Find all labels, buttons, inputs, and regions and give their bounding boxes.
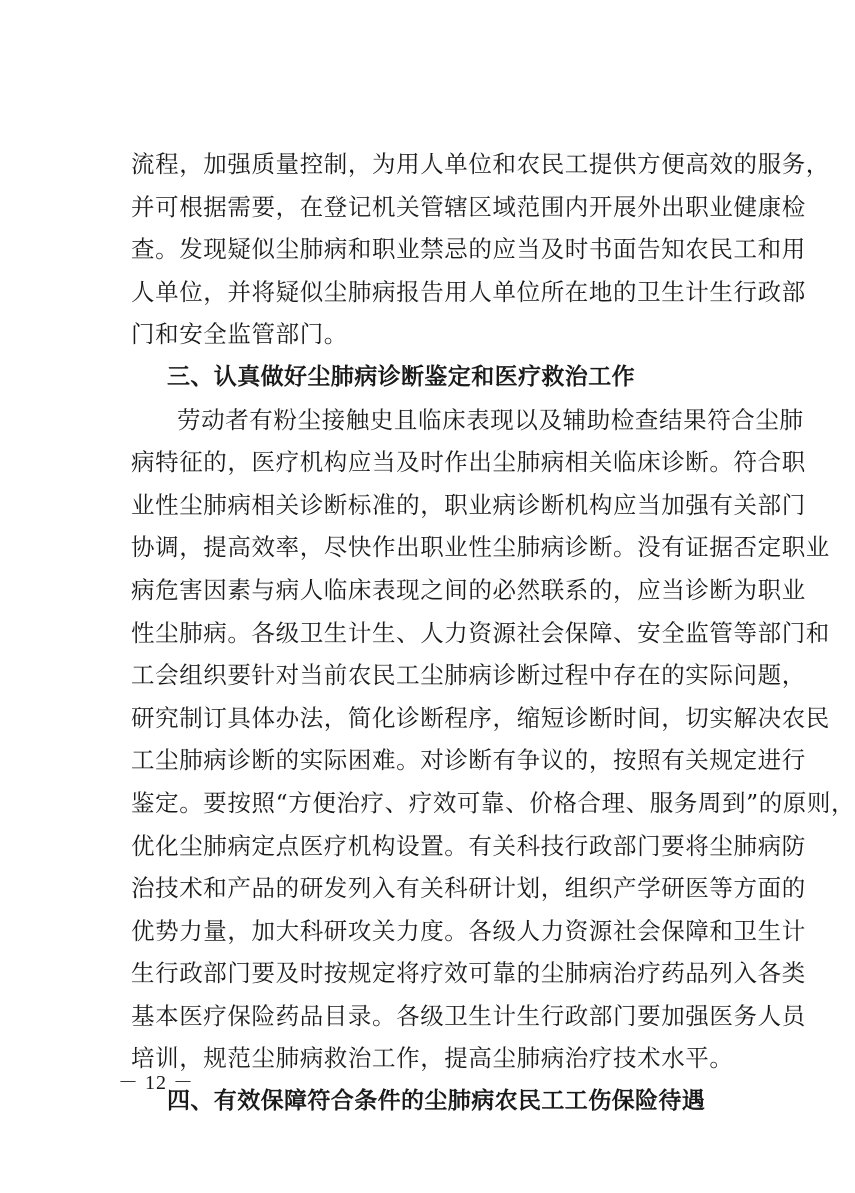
paragraph-line: 协调，提高效率，尽快作出职业性尘肺病诊断。没有证据否定职业 bbox=[131, 533, 830, 562]
paragraph-line: 工会组织要针对当前农民工尘肺病诊断过程中存在的实际问题， bbox=[131, 661, 806, 690]
paragraph-line: 流程，加强质量控制，为用人单位和农民工提供方便高效的服务， bbox=[131, 150, 830, 178]
paragraph-line: 培训，规范尘肺病救治工作，提高尘肺病治疗技术水平。 bbox=[131, 1044, 734, 1073]
paragraph-line: 治技术和产品的研发列入有关科研计划，组织产学研医等方面的 bbox=[131, 874, 806, 903]
paragraph-line: 基本医疗保险药品目录。各级卫生计生行政部门要加强医务人员 bbox=[131, 1001, 806, 1030]
paragraph-line: 门和安全监管部门。 bbox=[131, 320, 348, 349]
paragraph-line: 优势力量，加大科研攻关力度。各级人力资源社会保障和卫生计 bbox=[131, 916, 806, 945]
body-text bbox=[131, 143, 855, 1123]
paragraph-line: 生行政部门要及时按规定将疗效可靠的尘肺病治疗药品列入各类 bbox=[131, 959, 806, 988]
paragraph-line: 人单位，并将疑似尘肺病报告用人单位所在地的卫生计生行政部 bbox=[131, 277, 806, 306]
paragraph-line: 查。发现疑似尘肺病和职业禁忌的应当及时书面告知农民工和用 bbox=[131, 235, 806, 264]
section-heading-4: 四、有效保障符合条件的尘肺病农民工工伤保险待遇 bbox=[167, 1088, 706, 1115]
paragraph-line: 鉴定。要按照“方便治疗、疗效可靠、价格合理、服务周到”的原则， bbox=[131, 788, 855, 817]
paragraph-line: 研究制订具体办法，简化诊断程序，缩短诊断时间，切实解决农民 bbox=[131, 703, 830, 732]
paragraph-line: 性尘肺病。各级卫生计生、人力资源社会保障、安全监管等部门和 bbox=[131, 618, 830, 647]
paragraph-line: 优化尘肺病定点医疗机构设置。有关科技行政部门要将尘肺病防 bbox=[131, 831, 806, 860]
paragraph-line: 业性尘肺病相关诊断标准的，职业病诊断机构应当加强有关部门 bbox=[131, 490, 806, 519]
paragraph-line: 病危害因素与病人临床表现之间的必然联系的，应当诊断为职业 bbox=[131, 575, 806, 604]
paragraph-line: 工尘肺病诊断的实际困难。对诊断有争议的，按照有关规定进行 bbox=[131, 746, 806, 775]
paragraph-line: 并可根据需要，在登记机关管辖区域范围内开展外出职业健康检 bbox=[131, 192, 806, 221]
paragraph-line: 劳动者有粉尘接触史且临床表现以及辅助检查结果符合尘肺 bbox=[177, 405, 804, 434]
paragraph-line: 病特征的，医疗机构应当及时作出尘肺病相关临床诊断。符合职 bbox=[131, 448, 806, 477]
page-number: － 12 － bbox=[118, 1072, 194, 1094]
section-heading-3: 三、认真做好尘肺病诊断鉴定和医疗救治工作 bbox=[167, 363, 635, 390]
